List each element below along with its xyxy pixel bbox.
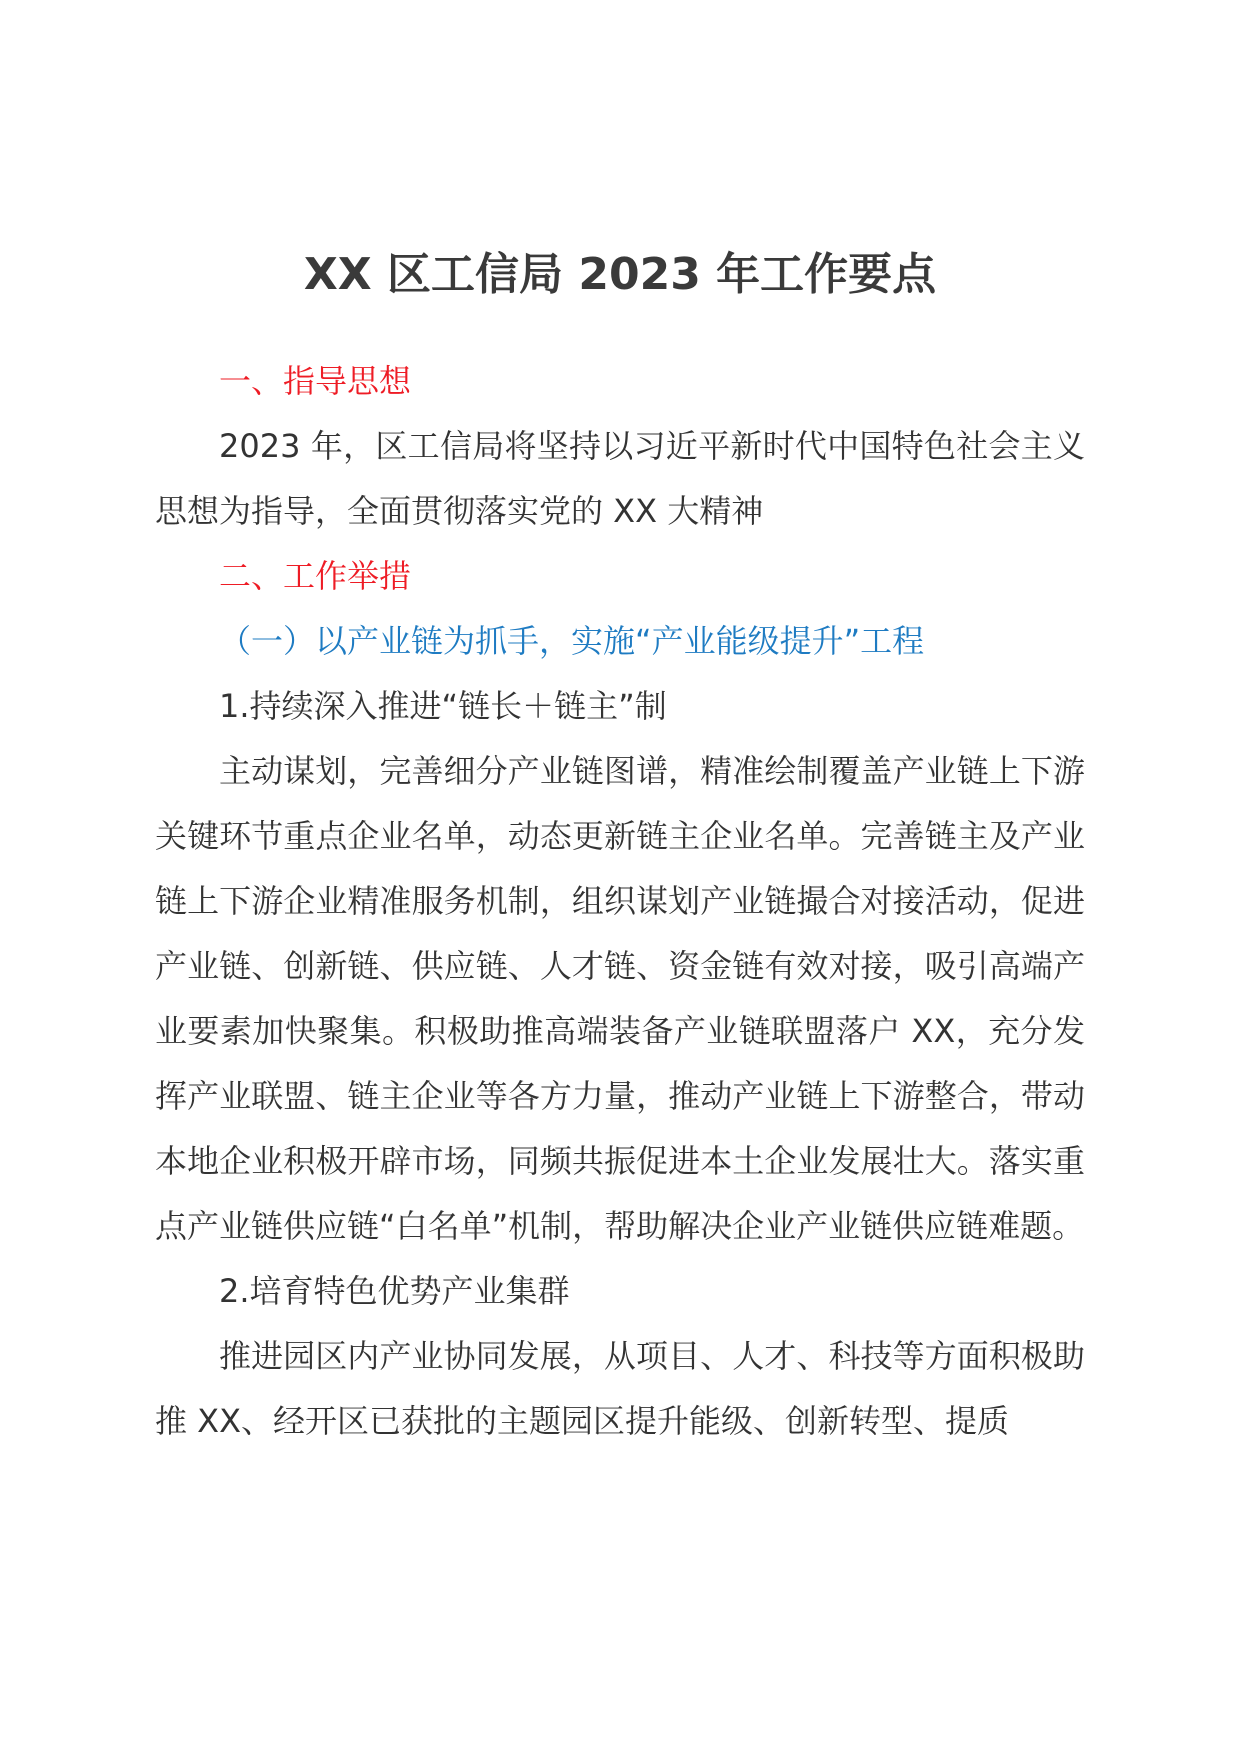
document-content	[155, 245, 1085, 1454]
section-heading-guiding-ideology: 一、指导思想	[219, 362, 412, 400]
subsection-heading-industry-chain: （一）以产业链为抓手，实施“产业能级提升”工程	[219, 622, 925, 660]
section-body-guiding-ideology: 2023 年，区工信局将坚持以习近平新时代中国特色社会主义思想为指导，全面贯彻落实党的 XX 大精神	[155, 427, 1085, 530]
item-body-industry-cluster: 推进园区内产业协同发展，从项目、人才、科技等方面积极助推 XX、经开区已获批的主题园区提升能级、创新转型、提质	[155, 1337, 1085, 1440]
document-title: XX 区工信局 2023 年工作要点	[303, 249, 937, 300]
item-heading-chain-leader: 1.持续深入推进“链长＋链主”制	[219, 687, 667, 725]
item-body-chain-leader: 主动谋划，完善细分产业链图谱，精准绘制覆盖产业链上下游关键环节重点企业名单，动态更新链主企业名单。完善链主及产业链上下游企业精准服务机制，组织谋划产业链撮合对接活动，促进产业链、创新链、供应链、人才链、资金链有效对接，吸引高端产业要素加快聚集。积极助推高端装备产业链联盟落户 XX，充分发挥产业联盟、链主企业等各方力量，推动产业链上下游整合，带动本地企业积极开辟市场，同频共振促进本土企业发展壮大。落实重点产业链供应链“白名单”机制，帮助解决企业产业链供应链难题。	[155, 752, 1085, 1245]
section-heading-work-measures: 二、工作举措	[219, 557, 412, 595]
item-heading-industry-cluster: 2.培育特色优势产业集群	[219, 1272, 570, 1310]
